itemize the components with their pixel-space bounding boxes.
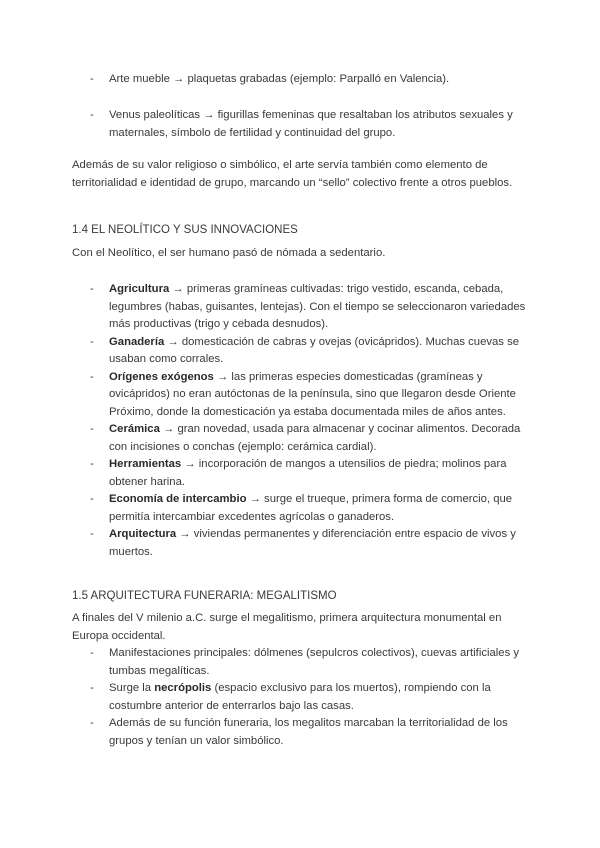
section-intro-megalitismo: A finales del V milenio a.C. surge el megalitismo, primera arquitectura monumental en Europa occidental. (72, 612, 502, 642)
list-item-text: → las primeras especies domesticadas (gramíneas y ovicápridos) no eran autóctonas de la península, sino que llegaron desde Oriente Próximo, donde la domesticación ya estaba documentada miles de años antes. (109, 370, 516, 418)
bullet-dash: - (90, 423, 94, 435)
bullet-dash: - (90, 682, 94, 694)
list-item-text: → domesticación de cabras y ovejas (ovicápridos). Muchas cuevas se usaban como corrales. (109, 335, 520, 365)
term-economia-intercambio: Economía de intercambio (109, 493, 247, 505)
list-item-text: Venus paleolíticas → figurillas femeninas que resaltaban los atributos sexuales y maternales, símbolo de fertilidad y continuidad del grupo. (109, 109, 513, 139)
list-item-origenes-exogenos (72, 369, 532, 422)
list-item-text: → primeras gramíneas cultivadas: trigo vestido, escanda, cebada, legumbres (habas, guisantes, lentejas). Con el tiempo se seleccionaron variedades más productivas (trigo y cebada desnudos). (109, 283, 526, 330)
list-item-economia-intercambio (72, 491, 532, 526)
list-item-arquitectura (72, 526, 532, 561)
term-arquitectura: Arquitectura (109, 528, 177, 540)
list-item-text: Manifestaciones principales: dólmenes (sepulcros colectivos), cuevas artificiales y tumbas megalíticas. (109, 647, 520, 677)
bullet-dash: - (90, 717, 94, 729)
section-heading-megalitismo: 1.5 ARQUITECTURA FUNERARIA: MEGALITISMO (72, 590, 337, 602)
list-item-herramientas (72, 456, 532, 491)
bullet-dash: - (90, 109, 94, 121)
bullet-dash: - (90, 458, 94, 470)
list-item-arte-mueble (72, 71, 532, 89)
list-item-ganaderia (72, 334, 532, 369)
megalitismo-list (72, 645, 532, 750)
term-origenes-exogenos: Orígenes exógenos (109, 370, 214, 383)
list-item-text: → viviendas permanentes y diferenciación entre espacio de vivos y muertos. (109, 528, 516, 558)
paragraph-territorialidad: Además de su valor religioso o simbólico, el arte servía también como elemento de territorialidad e identidad de grupo, marcando un “sello” colectivo frente a otros pueblos. (72, 159, 513, 189)
top-bullet-list (72, 71, 532, 89)
list-item-text: → gran novedad, usada para almacenar y cocinar alimentos. Decorada con incisiones o conchas (ejemplo: cerámica cardial). (109, 423, 521, 453)
list-item-text: → incorporación de mangos a utensilios de piedra; molinos para obtener harina. (109, 458, 507, 488)
neolitico-innovations-list (72, 281, 532, 561)
list-item-ceramica (72, 421, 532, 456)
top-bullet-list-2 (72, 107, 532, 142)
bullet-dash: - (90, 528, 94, 540)
list-item-text-post: (espacio exclusivo para los muertos), rompiendo con la costumbre anterior de enterrarlos bajo las casas. (109, 682, 491, 712)
bullet-dash: - (90, 647, 94, 659)
bullet-dash: - (90, 73, 94, 85)
term-ceramica: Cerámica (109, 423, 160, 435)
bullet-dash: - (90, 493, 94, 505)
term-ganaderia: Ganadería (109, 335, 165, 348)
list-item-necropolis (72, 680, 532, 715)
list-item-venus (72, 107, 532, 142)
list-item-funcion-megalitos (72, 715, 532, 750)
list-item-text: Arte mueble → plaquetas grabadas (ejemplo: Parpalló en Valencia). (109, 73, 450, 85)
section-intro-neolitico: Con el Neolítico, el ser humano pasó de nómada a sedentario. (72, 247, 386, 259)
bullet-dash: - (90, 370, 94, 383)
list-item-text: → surge el trueque, primera forma de comercio, que permitía intercambiar excedentes agrícolas o ganaderos. (109, 493, 513, 523)
list-item-agricultura (72, 281, 532, 334)
list-item-text-pre: Surge la (109, 682, 155, 694)
term-herramientas: Herramientas (109, 458, 182, 470)
section-heading-neolitico: 1.4 EL NEOLÍTICO Y SUS INNOVACIONES (72, 224, 298, 236)
term-agricultura: Agricultura (109, 283, 170, 295)
bullet-dash: - (90, 335, 94, 348)
list-item-manifestaciones (72, 645, 532, 680)
term-necropolis: necrópolis (154, 682, 212, 694)
bullet-dash: - (90, 283, 94, 295)
list-item-text: Además de su función funeraria, los megalitos marcaban la territorialidad de los grupos y tenían un valor simbólico. (109, 717, 508, 747)
